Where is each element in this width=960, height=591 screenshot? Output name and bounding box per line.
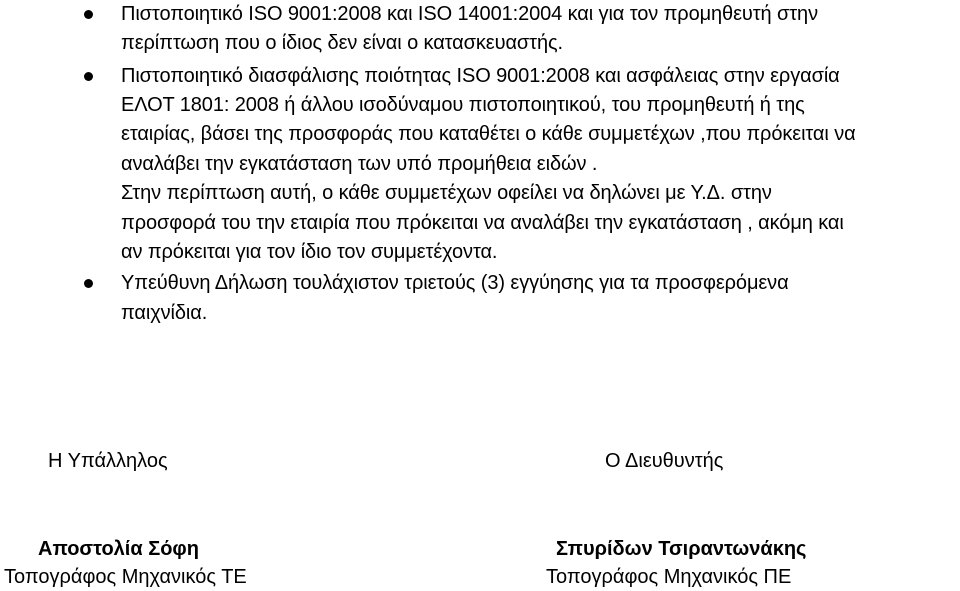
bullet-icon [84, 279, 93, 288]
bullet-icon [84, 10, 93, 19]
list-item-2-line-3: εταιρίας, βάσει της προσφοράς που καταθέτει ο κάθε συμμετέχων ,που πρόκειται να [121, 123, 856, 145]
right-signature-name: Σπυρίδων Τσιραντωνάκης [556, 538, 807, 560]
bullet-icon [84, 72, 93, 81]
left-signature-role: Τοπογράφος Μηχανικός ΤΕ [4, 566, 247, 588]
right-signature-title: Ο Διευθυντής [605, 450, 724, 472]
list-item-2-line-1: Πιστοποιητικό διασφάλισης ποιότητας ISO 9001:2008 και ασφάλειας στην εργασία [121, 65, 840, 87]
list-item-2-line-5: Στην περίπτωση αυτή, ο κάθε συμμετέχων οφείλει να δηλώνει με Υ.Δ. στην [121, 182, 772, 204]
list-item-2-line-2: ΕΛΟΤ 1801: 2008 ή άλλου ισοδύναμου πιστοποιητικού, του προμηθευτή ή της [121, 94, 805, 116]
left-signature-name: Αποστολία Σόφη [38, 538, 199, 560]
list-item-3-line-2: παιχνίδια. [121, 302, 208, 324]
list-item-1-line-2: περίπτωση που ο ίδιος δεν είναι ο κατασκευαστής. [121, 32, 563, 54]
list-item-1-line-1: Πιστοποιητικό ISO 9001:2008 και ISO 14001:2004 και για τον προμηθευτή στην [121, 3, 818, 25]
list-item-2-line-7: αν πρόκειται για τον ίδιο τον συμμετέχοντα. [121, 241, 498, 263]
list-item-2-line-4: αναλάβει την εγκατάσταση των υπό προμήθεια ειδών . [121, 153, 598, 175]
list-item-2-line-6: προσφορά του την εταιρία που πρόκειται να αναλάβει την εγκατάσταση , ακόμη και [121, 212, 844, 234]
left-signature-title: Η Υπάλληλος [48, 450, 168, 472]
list-item-3-line-1: Υπεύθυνη Δήλωση τουλάχιστον τριετούς (3) εγγύησης για τα προσφερόμενα [121, 272, 789, 294]
right-signature-role: Τοπογράφος Μηχανικός ΠΕ [546, 566, 792, 588]
